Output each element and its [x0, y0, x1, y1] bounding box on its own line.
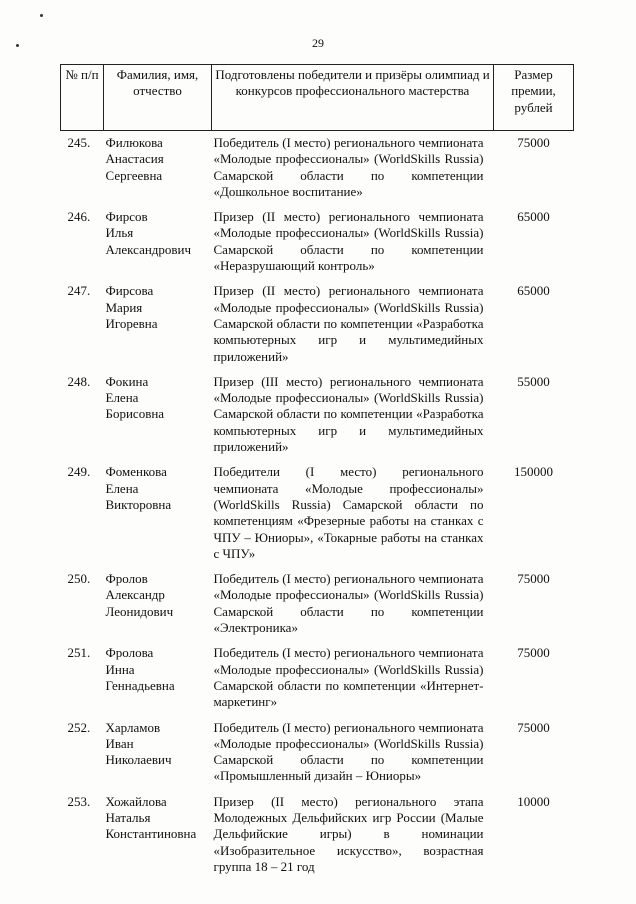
table-row — [61, 283, 574, 373]
award-amount: 65000 — [517, 209, 550, 225]
first-name: Анастасия — [105, 151, 164, 167]
table-row — [61, 571, 574, 645]
table-row — [61, 645, 574, 719]
award-amount: 65000 — [517, 283, 550, 299]
table-row — [61, 720, 574, 794]
award-description: Призер (III место) регионального чемпионата «Молодые профессионалы» (WorldSkills Russia) Самарской области по компетенции «Разработка компьютерных игр и мультимедийных приложений» — [213, 373, 484, 455]
header-name: Фамилия, имя, отчество — [104, 65, 212, 131]
award-amount: 75000 — [517, 135, 550, 150]
first-name: Иван — [105, 735, 134, 751]
row-number: 252. — [67, 719, 91, 735]
award-amount: 55000 — [517, 373, 550, 389]
header-amount: Размер премии, рублей — [494, 65, 574, 131]
last-name: Фокина — [105, 373, 149, 389]
table-row — [61, 464, 574, 571]
award-amount: 150000 — [514, 464, 553, 480]
header-num: № п/п — [61, 65, 104, 131]
patronymic: Леонидович — [105, 603, 174, 619]
award-description: Призер (II место) регионального чемпионата «Молодые профессионалы» (WorldSkills Russia) Самарской области по компетенции «Неразрушающий контроль» — [213, 209, 484, 274]
award-description: Призер (II место) регионального этапа Молодежных Дельфийских игр России (Малые Дельфийские игры) в номинации «Изобразительное искусство», возрастная группа 18 – 21 год — [213, 793, 484, 874]
row-number: 247. — [67, 283, 91, 299]
person-name — [104, 464, 212, 571]
patronymic: Борисовна — [105, 406, 165, 422]
person-name — [104, 794, 212, 884]
row-number: 250. — [67, 571, 91, 587]
person-name — [104, 720, 212, 794]
first-name: Елена — [105, 480, 139, 496]
row-number: 248. — [67, 373, 91, 389]
row-number: 249. — [67, 464, 91, 480]
row-number: 246. — [67, 209, 91, 225]
scan-speck — [40, 14, 43, 17]
patronymic: Игоревна — [105, 315, 158, 331]
first-name: Инна — [105, 661, 135, 677]
last-name: Фролов — [105, 571, 148, 587]
person-name — [104, 571, 212, 645]
award-description: Победитель (I место) регионального чемпионата «Молодые профессионалы» (WorldSkills Russia) Самарской области по компетенции «Электроника» — [213, 571, 484, 636]
scan-speck — [16, 44, 19, 47]
last-name: Филюкова — [105, 135, 163, 150]
last-name: Фирсов — [105, 209, 148, 225]
first-name: Наталья — [105, 809, 151, 825]
last-name: Хожайлова — [105, 793, 167, 809]
table-row — [61, 794, 574, 884]
last-name: Фролова — [105, 645, 154, 661]
first-name: Александр — [105, 587, 165, 603]
patronymic: Геннадьевна — [105, 677, 175, 693]
page-number: 29 — [312, 36, 324, 50]
table-row — [61, 374, 574, 464]
award-amount: 10000 — [517, 793, 550, 809]
table-row — [61, 135, 574, 209]
award-description: Победители (I место) регионального чемпионата «Молодые профессионалы» (WorldSkills Russia) Самарской области по компетенциям «Фрезерные работы на станках с ЧПУ – Юниоры», «Токарные работы на станках с ЧПУ» — [213, 464, 484, 561]
awards-table — [60, 64, 574, 884]
patronymic: Николаевич — [105, 752, 172, 768]
patronymic: Константиновна — [105, 826, 197, 842]
last-name: Фирсова — [105, 283, 154, 299]
row-number: 245. — [67, 135, 91, 150]
patronymic: Сергеевна — [105, 167, 163, 183]
row-number: 251. — [67, 645, 91, 661]
award-amount: 75000 — [517, 719, 550, 735]
award-description: Призер (II место) регионального чемпионата «Молодые профессионалы» (WorldSkills Russia) Самарской области по компетенции «Разработка компьютерных игр и мультимедийных приложений» — [213, 283, 484, 364]
table-row — [61, 209, 574, 283]
award-description: Победитель (I место) регионального чемпионата «Молодые профессионалы» (WorldSkills Russia) Самарской области по компетенции «Интернет-маркетинг» — [213, 645, 484, 710]
person-name — [104, 374, 212, 464]
patronymic: Викторовна — [105, 496, 172, 512]
person-name — [104, 645, 212, 719]
award-description: Победитель (I место) регионального чемпионата «Молодые профессионалы» (WorldSkills Russia) Самарской области по компетенции «Дошкольное воспитание» — [213, 135, 484, 199]
header-description: Подготовлены победители и призёры олимпиад и конкурсов профессионального мастерства — [212, 65, 494, 131]
patronymic: Александрович — [105, 241, 192, 257]
person-name — [104, 209, 212, 283]
award-description: Победитель (I место) регионального чемпионата «Молодые профессионалы» (WorldSkills Russia) Самарской области по компетенции «Промышленный дизайн – Юниоры» — [213, 719, 484, 784]
last-name: Харламов — [105, 719, 161, 735]
first-name: Елена — [105, 390, 139, 406]
person-name — [104, 135, 212, 209]
award-amount: 75000 — [517, 571, 550, 587]
table-header-row — [61, 65, 574, 131]
person-name — [104, 283, 212, 373]
award-amount: 75000 — [517, 645, 550, 661]
first-name: Илья — [105, 225, 134, 241]
first-name: Мария — [105, 299, 143, 315]
row-number: 253. — [67, 793, 91, 809]
last-name: Фоменкова — [105, 464, 167, 480]
